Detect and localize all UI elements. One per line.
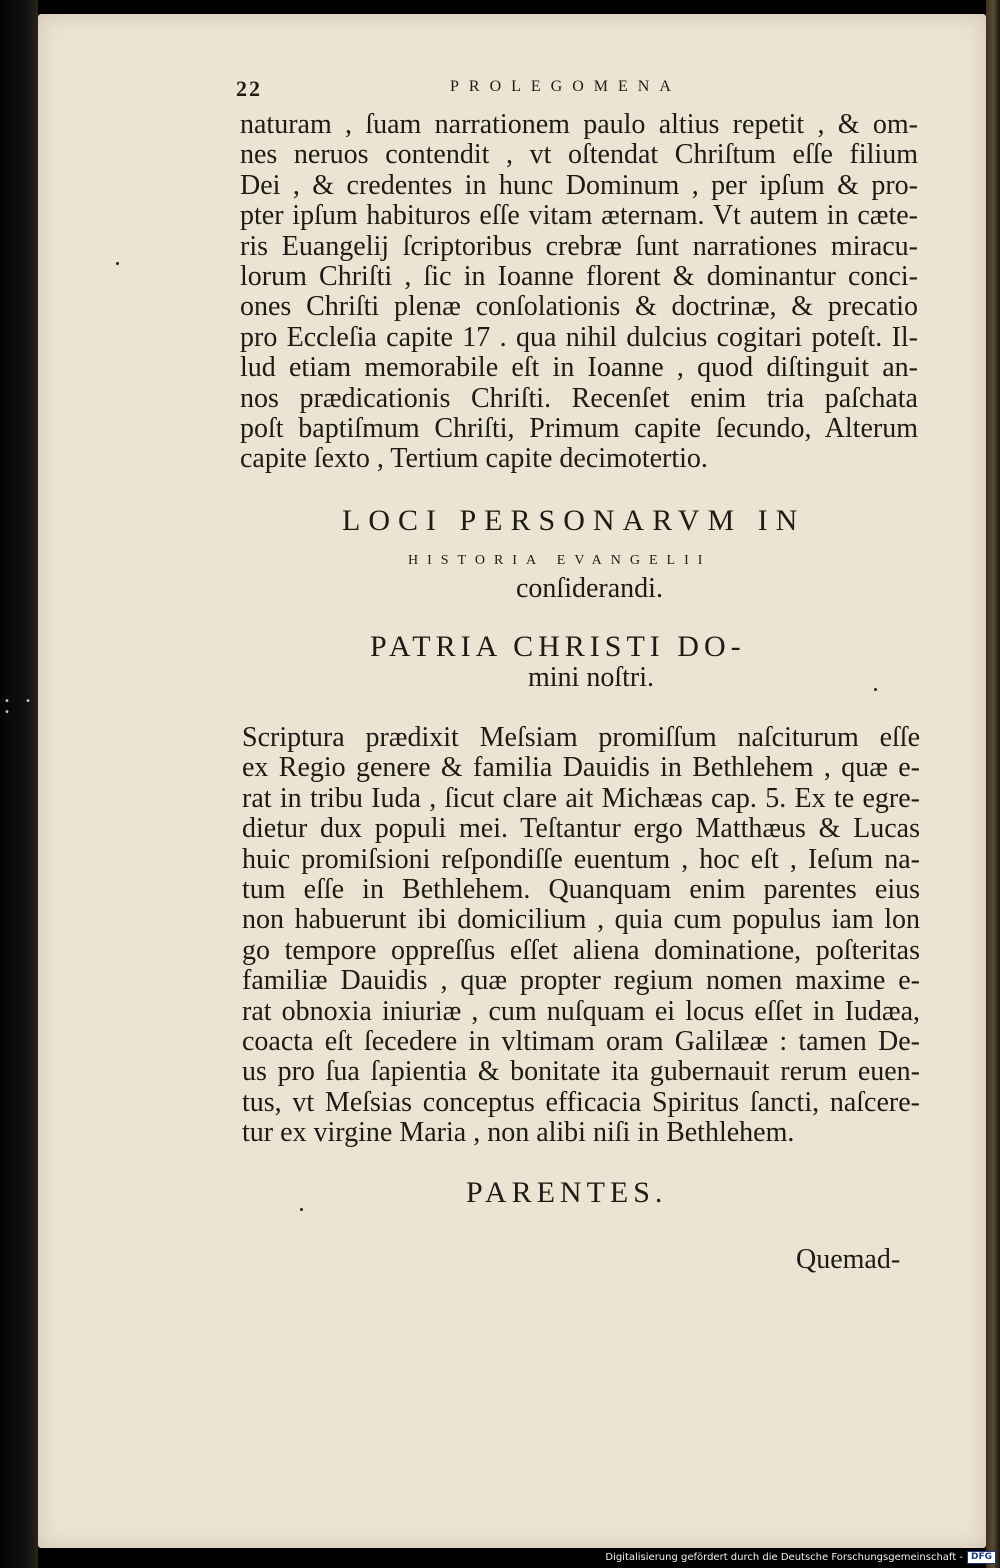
text-line: rat obnoxia iniuriæ , cum nuſquam ei locus eſſet in Iudæa, [242, 995, 920, 1027]
text-line: us pro ſua ſapientia & bonitate ita gubernauit rerum euen- [242, 1056, 920, 1088]
dfg-logo-icon[interactable]: DFG [967, 1551, 996, 1564]
section-heading: LOCI PERSONARVM IN [342, 504, 806, 537]
text-line: huic promiſsioni reſpondiſſe euentum , hoc eſt , Ieſum na- [242, 843, 920, 875]
paper-speck [116, 262, 119, 265]
book-gutter [0, 0, 38, 1568]
text-line: pter ipſum habituros eſſe vitam æternam. Vt autem in cæte- [240, 200, 918, 232]
paragraph-2 [242, 723, 920, 1149]
text-line: dietur dux populi mei. Teſtantur ergo Matthæus & Lucas [242, 813, 920, 845]
text-line: Scriptura prædixit Meſsiam promiſſum naſciturum eſſe [242, 722, 920, 753]
edge-dots: • • • [4, 696, 37, 718]
credit-text: Digitalisierung gefördert durch die Deutsche Forschungsgemeinschaft - [605, 1551, 963, 1563]
text-line: ex Regio genere & familia Dauidis in Bethlehem , quæ e- [242, 752, 920, 784]
text-line: rat in tribu Iuda , ſicut clare ait Michæas cap. 5. Ex te egre- [242, 782, 920, 814]
subheading-patria: PATRIA CHRISTI DO- [370, 630, 746, 663]
paper-speck [300, 1208, 303, 1211]
text-line: ris Euangelij ſcriptoribus crebræ ſunt narrationes miracu- [240, 230, 918, 262]
text-line: pro Eccleſia capite 17 . qua nihil dulcius cogitari poteſt. Il- [240, 321, 918, 353]
text-line: lorum Chriſti , ſic in Ioanne florent & dominantur conci- [240, 261, 918, 293]
digitization-credit [605, 1550, 996, 1564]
text-line: naturam , ſuam narrationem paulo altius repetit , & om- [240, 109, 918, 140]
subheading-parentes: PARENTES. [466, 1176, 668, 1209]
page-number: 22 [236, 76, 262, 101]
text-line: non habuerunt ibi domicilium , quia cum populus iam lon [242, 904, 920, 936]
paper-speck [874, 688, 877, 691]
text-line: go tempore oppreſſus eſſet aliena dominatione, poſteritas [242, 934, 920, 966]
page-edge-stack [986, 0, 1000, 1568]
catchword: Quemad- [796, 1244, 901, 1275]
section-heading-subline: HISTORIA EVANGELII [408, 553, 712, 568]
section-heading-tail: conſiderandi. [516, 573, 663, 604]
text-line: tus, vt Meſsias conceptus efficacia Spiritus ſancti, naſcere- [242, 1086, 920, 1118]
text-line: Dei , & credentes in hunc Dominum , per ipſum & pro- [240, 169, 918, 201]
text-line: nes neruos contendit , vt oſtendat Chriſtum eſſe filium [240, 139, 918, 171]
subheading-patria-tail: mini noſtri. [528, 662, 654, 693]
text-line: lud etiam memorabile eſt in Ioanne , quod diſtinguit an- [240, 352, 918, 384]
text-line: tur ex virgine Maria , non alibi niſi in Bethlehem. [242, 1117, 795, 1149]
text-line: ones Chriſti plenæ conſolationis & doctrinæ, & precatio [240, 291, 918, 323]
text-line: familiæ Dauidis , quæ propter regium nomen maxime e- [242, 965, 920, 997]
running-head: PROLEGOMENA [450, 78, 681, 95]
paragraph-1 [240, 110, 918, 475]
text-line: poſt baptiſmum Chriſti, Primum capite ſecundo, Alterum [240, 413, 918, 445]
text-line: tum eſſe in Bethlehem. Quanquam enim parentes eius [242, 874, 920, 906]
text-line: coacta eſt ſecedere in vltimam oram Galilææ : tamen De- [242, 1026, 920, 1058]
text-line: nos prædicationis Chriſti. Recenſet enim tria paſchata [240, 382, 918, 414]
text-line: capite ſexto , Tertium capite decimotertio. [240, 443, 708, 475]
